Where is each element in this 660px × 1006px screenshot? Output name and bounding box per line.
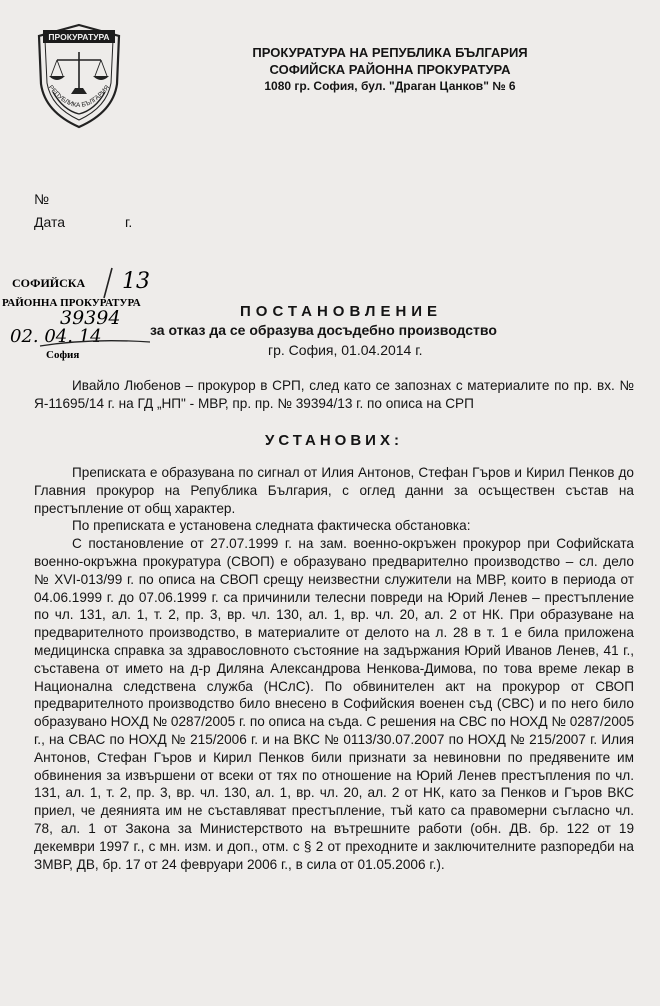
handwritten-registration: 39394 [60,307,121,329]
stamp-city: София [46,349,80,361]
date-year-suffix: г. [125,214,133,230]
prosecution-seal-emblem [33,22,125,130]
document-subtitle: за отказ да се образува досъдебно производство [150,322,497,338]
date-label: Дата [34,214,66,230]
document-body [34,464,634,873]
body-paragraph: Преписката е образувана по сигнал от Илия Антонов, Стефан Гъров и Кирил Пенков до Главния прокурор на Република България, с оглед данни за осъществен състав на престъпление от общ характер. [34,465,634,516]
place-and-date: гр. София, 01.04.2014 г. [268,342,423,358]
body-paragraph: С постановление от 27.07.1999 г. на зам. военно-окръжен прокурор при Софийската военно-окръжна прокуратура (СВОП) е образувано предварително производство – сл. дело № XVI-013/99 г. по описа на СВОП срещу неизвестни служители на МВР, които в периода от 04.06.1999 г. до 07.06.1999 г. са причинили телесни повреди на Юрий Ленев – престъпление по чл. 131, ал. 1, т. 2, пр. 3, вр. чл. 130, ал. 1, вр. чл. 20, ал. 2 от НК. При образуване на предварителното производство, в материалите от делото на л. 28 в т. 1 е била приложена медицинска справка за здравословното състояние на задържания Юрий Иванов Ленев, 41 г., съставена от името на д-р Диляна Александрова Ненкова-Димова, по това време лекар в Национална следствена служба (НСлС). По обвинителен акт на прокурор от СВОП предварителното производство било внесено в Софийския военен съд (СВС) и по него било образувано НОХД № 0287/2005 г. по описа на съда. С решения на СВС по НОХД № 0287/2005 г., на СВАС по НОХД № 215/2006 г. и на ВКС № 0113/30.07.2007 по НОХД № 215/2007 г. Илия Антонов, Стефан Гъров и Кирил Пенков били признати за невиновни по предявените им обвинения за извършени от всеки от тях по отношение на Юрий Ленев престъпления по чл. 131, ал. 1, т. 2, пр. 3, вр. чл. 130, ал. 1, вр. чл. 20, ал. 2 от НК, като за Пенков и Гъров ВКС приел, че деянията им не съставляват престъпление, тъй като са правомерни съгласно чл. 78, ал. 1 от Закона за Министерството на вътрешните работи (обн. ДВ. бр. 122 от 19 декември 1997 г., с мн. изм. и доп., отм. с § 2 от преходните и заключителните разпоредби на ЗМВР, ДВ, бр. 17 от 24 февруари 2006 г., в сила от 01.05.2006 г.). [34,536,634,872]
registration-stamp [0,262,190,362]
body-paragraph: По преписката е установена следната фактическа обстановка: [72,518,471,534]
document-title: ПОСТАНОВЛЕНИЕ [240,303,443,320]
stamp-line1: СОФИЙСКА [12,276,86,290]
intro-text: Ивайло Любенов – прокурор в СРП, след като се запознах с материалите по пр. вх. № Я-11695/14 г. на ГД „НП" - МВР, пр. пр. № 39394/13 г. по описа на СРП [34,378,634,411]
section-heading: УСТАНОВИХ: [265,432,403,449]
seal-top-text: ПРОКУРАТУРА [48,32,110,42]
office-address: 1080 гр. София, бул. "Драган Цанков" № 6 [264,79,516,93]
office-name: СОФИЙСКА РАЙОННА ПРОКУРАТУРА [269,62,511,77]
handwritten-date: 02. 04. 14 [10,326,102,347]
number-label: № [34,191,50,207]
seal-bottom-text: РЕПУБЛИКА БЪЛГАРИЯ [46,84,112,110]
stamp-line2: РАЙОННА ПРОКУРАТУРА [2,297,141,309]
intro-paragraph [34,377,634,413]
handwritten-number: 13 [122,269,150,294]
institution-name: ПРОКУРАТУРА НА РЕПУБЛИКА БЪЛГАРИЯ [252,45,528,60]
